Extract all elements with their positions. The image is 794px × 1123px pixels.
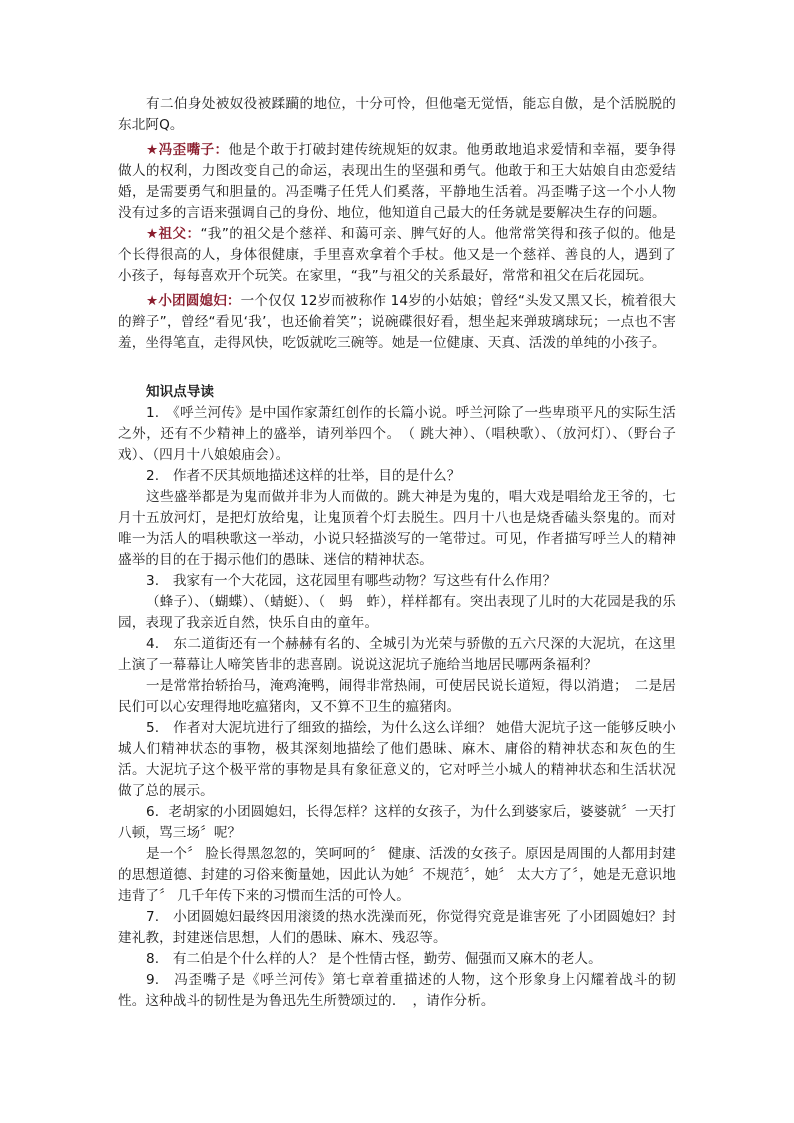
answer-3: （蜂子）、（蝴蝶）、（蜻蜓）、（ 蚂 蚱），样样都有。突出表现了儿时的大花园是我的乐园，表现了我亲近自然，快乐自由的童年。 (118, 594, 676, 631)
question-4: 4. 东二道街还有一个赫赫有名的、全城引为光荣与骄傲的五六尺深的大泥坑，在这里上演了一幕幕让人啼笑皆非的悲喜剧。说说这泥坑子施给当地居民哪两条福利？ (118, 636, 676, 673)
answer-2: 这些盛举都是为鬼而做并非为人而做的。跳大神是为鬼的，唱大戏是唱给龙王爷的，七月十五放河灯，是把灯放给鬼，让鬼顶着个灯去脱生。四月十八也是烧香磕头祭鬼的。而对唯一为活人的唱秧歌这一举动，小说只轻描淡写的一笔带过。可见，作者描写呼兰人的精神盛举的目的在于揭示他们的愚昧、迷信的精神状态。 (118, 489, 676, 568)
question-6: 6．老胡家的小团圆媳妇，长得怎样？这样的女孩子，为什么到婆家后，婆婆就〞一天打八顿，骂三场〞呢？ (118, 804, 676, 841)
intro-paragraph: 有二伯身处被奴役被蹂躏的地位，十分可怜，但他毫无觉悟，能忘自傲，是个活脱脱的东北阿Q。 (118, 96, 676, 133)
question-1: 1. 《呼兰河传》是中国作家萧红创作的长篇小说。呼兰河除了一些卑琐平凡的实际生活之外，还有不少精神上的盛举，请列举四个。 （ 跳大神）、（唱秧歌）、（放河灯）、（野台子戏）、（四月十八娘娘庙会）。 (118, 405, 676, 463)
character-feng (118, 140, 676, 224)
question-list (118, 403, 676, 1012)
question-5: 5. 作者对大泥坑进行了细致的描绘，为什么这么详细？ 她借大泥坑子这一能够反映小城人们精神状态的事物，极其深刻地描绘了他们愚昧、麻木、庸俗的精神状态和灰色的生活。大泥坑子这个极平常的事物是具有象征意义的，它对呼兰小城人的精神状态和生活状况做了总的展示。 (118, 720, 676, 799)
character-bride (118, 291, 676, 354)
character-term: ★小团圆媳妇： (146, 293, 241, 309)
answer-6: 是一个〞 脸长得黑忽忽的，笑呵呵的〞 健康、活泼的女孩子。原因是周围的人都用封建的思想道德、封建的习俗来衡量她，因此认为她〞不规范〞，她〞 太大方了〞，她是无意识地违背了〞 几千年传下来的习惯而生活的可怜人。 (118, 846, 676, 904)
character-text: “我”的祖父是个慈祥、和蔼可亲、脾气好的人。他常常笑得和孩子似的。他是个长得很高的人，身体很健康，手里喜欢拿着个手杖。他又是一个慈祥、善良的人，遇到了小孩子，每每喜欢开个玩笑。在家里，“我”与祖父的关系最好，常常和祖父在后花园玩。 (118, 226, 676, 284)
question-3: 3. 我家有一个大花园，这花园里有哪些动物？写这些有什么作用？ (146, 573, 557, 589)
question-8: 8. 有二伯是个什么样的人？ 是个性情古怪，勤劳、倔强而又麻木的老人。 (146, 951, 602, 967)
question-7: 7. 小团圆媳妇最终因用滚烫的热水洗澡而死，你觉得究竟是谁害死 了小团圆媳妇？封建礼教，封建迷信思想，人们的愚昧、麻木、残忍等。 (118, 909, 676, 946)
question-9: 9. 冯歪嘴子是《呼兰河传》第七章着重描述的人物，这个形象身上闪耀着战斗的韧性。这种战斗的韧性是为鲁迅先生所赞颂过的． ，请作分析。 (118, 972, 676, 1009)
character-term: ★祖父： (146, 226, 201, 242)
character-grandpa (118, 224, 676, 287)
answer-4: 一是常常抬轿抬马，淹鸡淹鸭，闹得非常热闹，可使居民说长道短，得以消遣； 二是居民们可以心安理得地吃瘟猪肉，又不算不卫生的瘟猪肉。 (118, 678, 676, 715)
character-term: ★冯歪嘴子： (146, 142, 229, 158)
question-2: 2. 作者不厌其烦地描述这样的壮举，目的是什么？ (146, 468, 461, 484)
character-text: 他是个敢于打破封建传统规矩的奴隶。他勇敢地追求爱情和幸福，要争得做人的权利，力图改变自己的命运，表现出生的坚强和勇气。他敢于和王大姑娘自由恋爱结婚，是需要勇气和胆量的。冯歪嘴子任凭人们奚落，平静地生活着。冯歪嘴子这一个小人物没有过多的言语来强调自己的身份、地位，他知道自己最大的任务就是要解决生存的问题。 (118, 142, 676, 221)
section-title: 知识点导读 (146, 384, 214, 400)
character-text: 一个仅仅 12岁而被称作 14岁的小姑娘；曾经“头发又黑又长，梳着很大的辫子”，曾经“看见‘我’，也还偷着笑”；说碗碟很好看，想坐起来弹玻璃球玩；一点也不害羞，坐得笔直，走得风快，吃饭就吃三碗等。她是一位健康、天真、活泼的单纯的小孩子。 (118, 293, 676, 351)
